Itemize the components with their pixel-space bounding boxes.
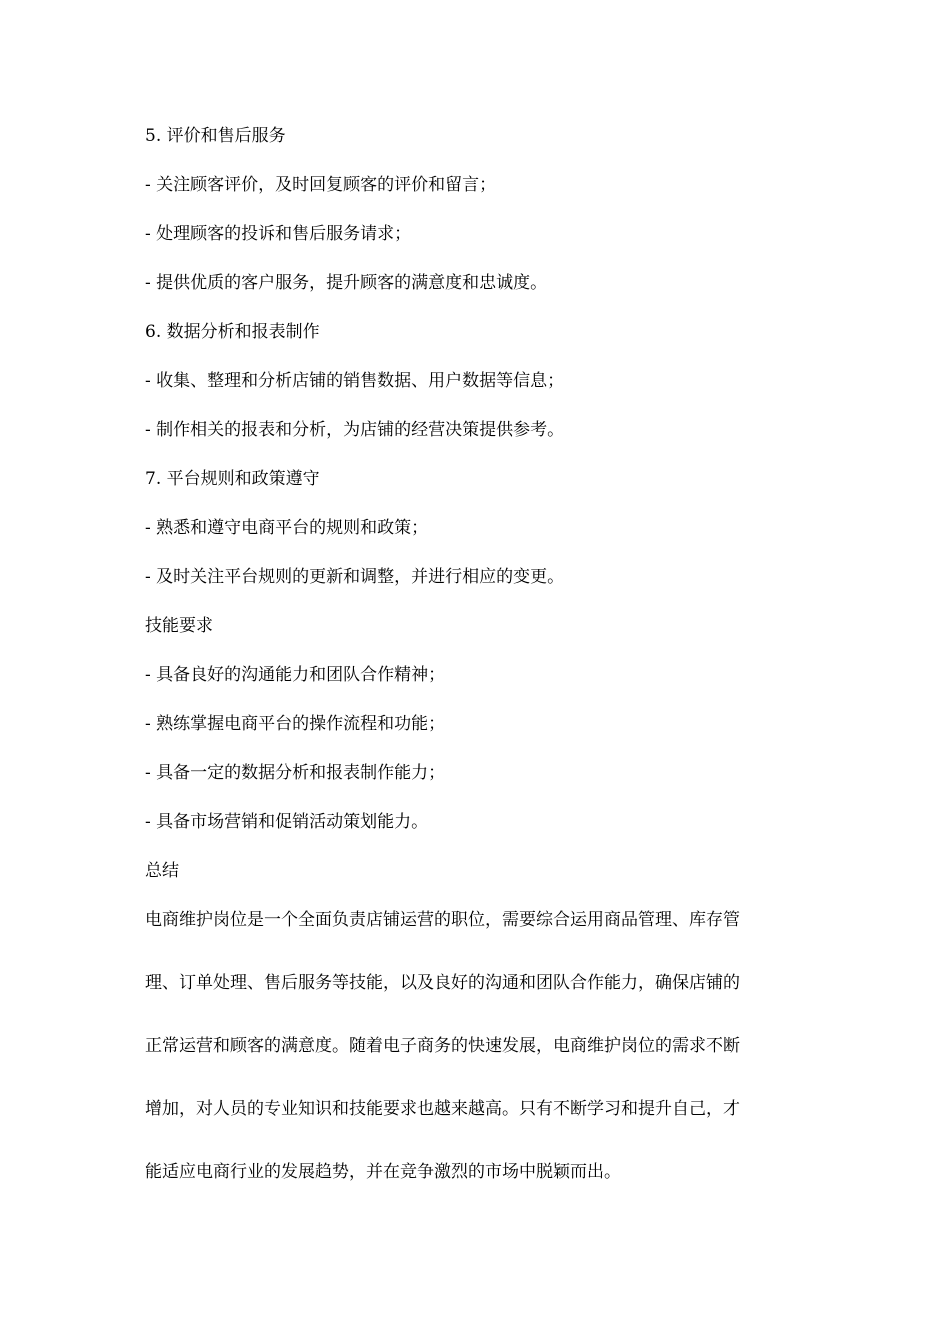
skills-item: - 熟练掌握电商平台的操作流程和功能； xyxy=(145,714,446,734)
section-7-title: 7. 平台规则和政策遵守 xyxy=(145,469,320,489)
section-5-item: - 处理顾客的投诉和售后服务请求； xyxy=(145,224,412,244)
section-6-item: - 收集、整理和分析店铺的销售数据、用户数据等信息； xyxy=(145,371,565,391)
summary-line: 能适应电商行业的发展趋势，并在竞争激烈的市场中脱颖而出。 xyxy=(145,1162,621,1182)
summary-line: 正常运营和顾客的满意度。随着电子商务的快速发展，电商维护岗位的需求不断 xyxy=(145,1036,740,1056)
skills-item: - 具备良好的沟通能力和团队合作精神； xyxy=(145,665,446,685)
section-7-item: - 熟悉和遵守电商平台的规则和政策； xyxy=(145,518,429,538)
skills-item: - 具备一定的数据分析和报表制作能力； xyxy=(145,763,446,783)
summary-line: 电商维护岗位是一个全面负责店铺运营的职位，需要综合运用商品管理、库存管 xyxy=(145,910,740,930)
section-5-item: - 关注顾客评价，及时回复顾客的评价和留言； xyxy=(145,175,497,195)
section-6-title: 6. 数据分析和报表制作 xyxy=(145,322,320,342)
summary-title: 总结 xyxy=(145,861,179,881)
skills-item: - 具备市场营销和促销活动策划能力。 xyxy=(145,812,429,832)
summary-line: 增加，对人员的专业知识和技能要求也越来越高。只有不断学习和提升自己，才 xyxy=(145,1099,740,1119)
section-7-item: - 及时关注平台规则的更新和调整，并进行相应的变更。 xyxy=(145,567,565,587)
section-5-title: 5. 评价和售后服务 xyxy=(145,126,286,146)
summary-line: 理、订单处理、售后服务等技能，以及良好的沟通和团队合作能力，确保店铺的 xyxy=(145,973,740,993)
document-page xyxy=(145,124,825,1223)
summary-paragraph xyxy=(145,908,825,1184)
skills-title: 技能要求 xyxy=(145,616,213,636)
section-5-item: - 提供优质的客户服务，提升顾客的满意度和忠诚度。 xyxy=(145,273,548,293)
section-6-item: - 制作相关的报表和分析，为店铺的经营决策提供参考。 xyxy=(145,420,565,440)
